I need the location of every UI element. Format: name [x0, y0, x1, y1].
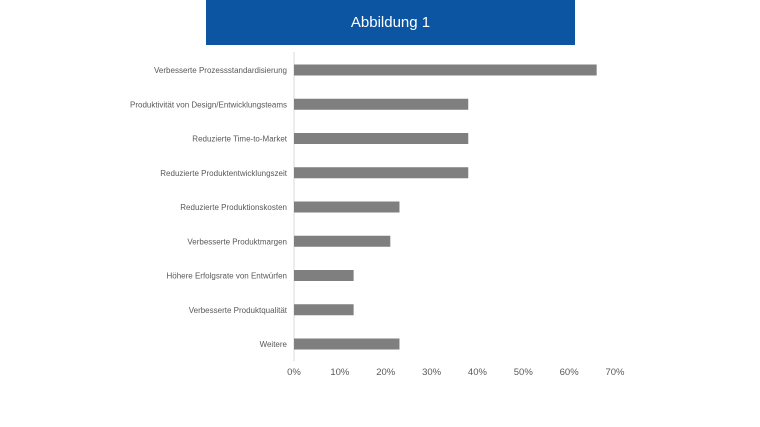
x-tick-label: 60% [559, 367, 579, 378]
category-label: Verbesserte Produktmargen [187, 237, 287, 247]
x-tick-label: 70% [605, 367, 625, 378]
bar [294, 236, 390, 247]
category-label: Produktivität von Design/Entwicklungsteams [130, 100, 287, 110]
bar [294, 167, 468, 178]
category-label: Verbesserte Prozessstandardisierung [154, 66, 287, 75]
x-tick-label: 20% [376, 367, 396, 378]
x-tick-label: 40% [467, 367, 487, 378]
x-tick-label: 50% [513, 367, 533, 378]
bar [294, 304, 354, 315]
category-label: Höhere Erfolgsrate von Entwürfen [166, 271, 287, 281]
x-tick-labels [287, 367, 625, 378]
bar [294, 339, 399, 350]
bar [294, 65, 597, 76]
x-tick-label: 0% [287, 367, 301, 378]
category-label: Reduzierte Produktionskosten [180, 203, 287, 212]
category-label: Weitere [259, 340, 287, 349]
x-tick-label: 10% [330, 367, 350, 378]
category-label: Reduzierte Produktentwicklungszeit [160, 168, 287, 178]
category-labels [130, 66, 288, 349]
x-tick-label: 30% [422, 367, 442, 378]
chart-title: Abbildung 1 [206, 0, 575, 45]
bars-group [294, 65, 597, 350]
category-label: Reduzierte Time-to-Market [192, 134, 287, 144]
category-label: Verbesserte Produktqualität [188, 305, 287, 315]
bar [294, 202, 399, 213]
bar [294, 270, 354, 281]
bar [294, 99, 468, 110]
bar [294, 133, 468, 144]
